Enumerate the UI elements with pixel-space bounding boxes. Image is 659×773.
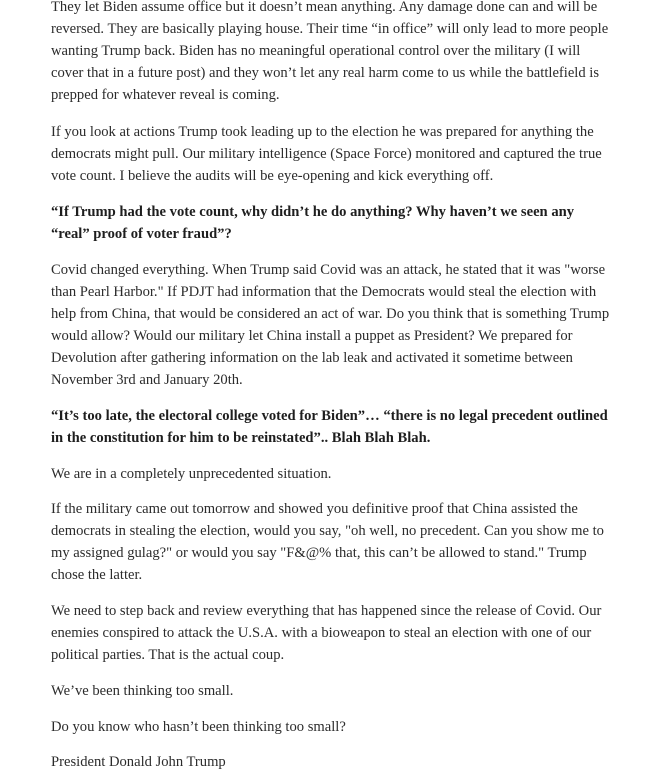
bold-question-1: “If Trump had the vote count, why didn’t he do anything? Why haven’t we seen any “real” proof of voter fraud”? (51, 204, 575, 242)
bold-question-2: “It’s too late, the electoral college voted for Biden”… “there is no legal precedent outlined in the constitution for him to be reinstated”.. Blah Blah Blah. (51, 408, 608, 446)
paragraph-2: If you look at actions Trump took leading up to the election he was prepared for anything the democrats might pull. Our military intelligence (Space Force) monitored and captured the true vote count. I believe the audits will be eye-opening and kick everything off. (51, 124, 602, 184)
paragraph-7: We’ve been thinking too small. (51, 683, 234, 699)
paragraph-3: Covid changed everything. When Trump said Covid was an attack, he stated that it was "worse than Pearl Harbor." If PDJT had information that the Democrats would steal the election with help from China, that would be considered an act of war. Do you think that is something Trump would allow? Would our military let China install a puppet as President? We prepared for Devolution after gathering information on the lab leak and activated it sometime between November 3rd and January 20th. (51, 262, 610, 388)
paragraph-1: They let Biden assume office but it doesn’t mean anything. Any damage done can and will be reversed. They are basically playing house. Their time “in office” will only lead to more people wanting Trump back. Biden has no meaningful operational control over the military (I will cover that in a future post) and they won’t let any real harm come to us while the battlefield is prepped for whatever reveal is coming. (51, 0, 609, 103)
signature-line: President Donald John Trump (51, 754, 226, 770)
paragraph-5: If the military came out tomorrow and showed you definitive proof that China assisted the democrats in stealing the election, would you say, "oh well, no precedent. Can you show me to my assigned gulag?" or would you say "F&@% that, this can’t be allowed to stand." Trump chose the latter. (51, 501, 604, 583)
paragraph-8: Do you know who hasn’t been thinking too small? (51, 719, 346, 735)
paragraph-4: We are in a completely unprecedented situation. (51, 466, 332, 482)
paragraph-6: We need to step back and review everything that has happened since the release of Covid. Our enemies conspired to attack the U.S.A. with a bioweapon to steal an election with one of our political parties. That is the actual coup. (51, 603, 602, 663)
